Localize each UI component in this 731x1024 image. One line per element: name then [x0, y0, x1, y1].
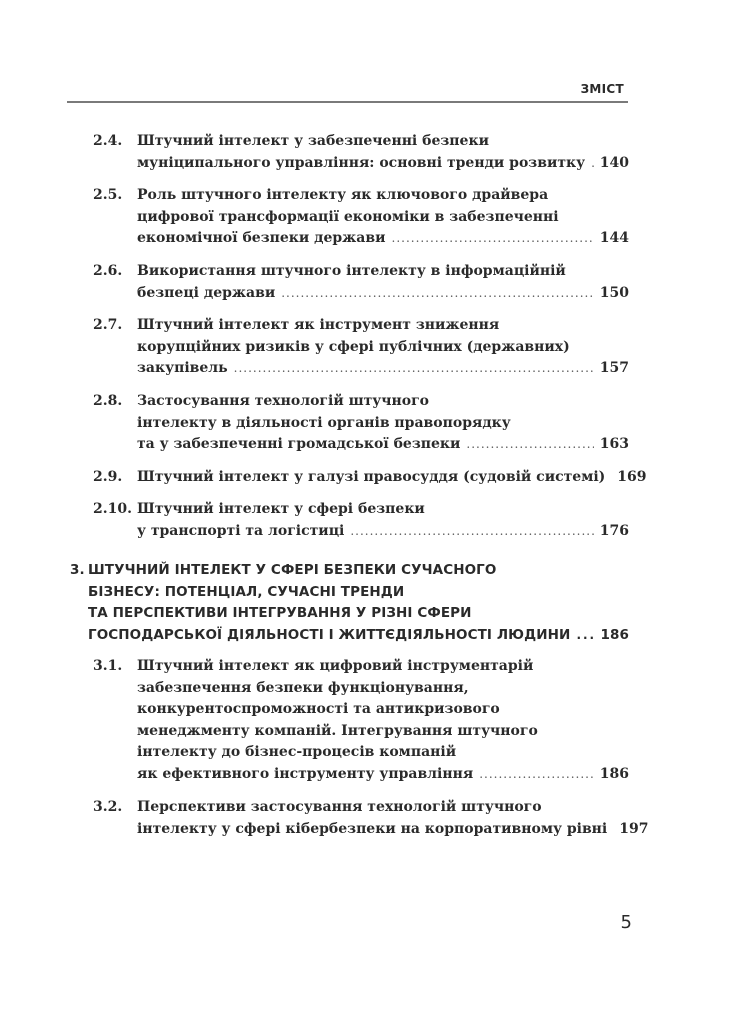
entry-last-line [137, 283, 629, 305]
entry-title-line: закупівель [137, 360, 228, 376]
entry-last-line [137, 153, 629, 175]
entry-page-number: 197 [619, 820, 649, 837]
entry-title-line: муніципального управління: основні тренди розвитку [137, 154, 586, 171]
entry-number: 3. [70, 562, 85, 578]
entry-title-line: конкурентоспроможності та антикризового [137, 701, 500, 717]
entry-page-number: 186 [600, 626, 629, 643]
entry-page-number: 150 [599, 284, 629, 301]
entry-number: 2.10. [93, 501, 132, 517]
entry-page-number: 169 [617, 469, 647, 485]
entry-title-line: Штучний інтелект як інструмент зниження [137, 317, 500, 333]
entry-title-line: БІЗНЕСУ: ПОТЕНЦІАЛ, СУЧАСНІ ТРЕНДИ [88, 583, 405, 600]
entry-title-line: Штучний інтелект у забезпеченні безпеки [137, 133, 489, 149]
dot-leader [466, 434, 593, 456]
entry-last-line [137, 358, 629, 380]
entry-title-line: та у забезпеченні громадської безпеки [137, 436, 461, 452]
entry-last-line [88, 625, 629, 647]
entry-title-line: забезпечення безпеки функціонування, [137, 679, 469, 696]
entry-title-line: Роль штучного інтелекту як ключового драйвера [137, 187, 549, 203]
entry-title-line: як ефективного інструменту управління [137, 765, 474, 782]
entry-last-line [137, 228, 629, 250]
entry-page-number: 186 [599, 765, 629, 782]
entry-number: 3.1. [93, 658, 123, 674]
entry-last-line [137, 467, 647, 489]
entry-page-number: 176 [599, 522, 629, 539]
page-number: 5 [620, 912, 632, 933]
entry-number: 2.7. [93, 317, 123, 333]
entry-title-line: Штучний інтелект як цифровий інструментарій [137, 658, 534, 674]
entry-title-line: ГОСПОДАРСЬКОЇ ДІЯЛЬНОСТІ І ЖИТТЄДІЯЛЬНОСТІ ЛЮДИНИ [88, 626, 571, 643]
entry-page-number: 157 [599, 360, 629, 376]
entry-title-line: інтелекту до бізнес-процесів компаній [137, 744, 457, 760]
entry-last-line [137, 819, 649, 841]
entry-number: 2.8. [93, 393, 123, 409]
entry-title-line: Застосування технологій штучного [137, 393, 430, 409]
entry-title-line: Штучний інтелект у галузі правосуддя (судовій системі) [137, 469, 606, 485]
dot-leader [576, 625, 594, 647]
entry-title-line: безпеці держави [137, 284, 276, 301]
entry-number: 2.4. [93, 133, 123, 149]
entry-number: 2.9. [93, 469, 123, 485]
entry-number: 2.6. [93, 263, 123, 279]
entry-title-line: у транспорті та логістиці [137, 522, 345, 539]
running-head: ЗМІСТ [580, 82, 624, 96]
dot-leader [392, 228, 594, 250]
dot-leader [234, 358, 594, 380]
dot-leader [281, 283, 594, 305]
entry-last-line [137, 521, 629, 543]
entry-title-line: інтелекту у сфері кібербезпеки на корпоративному рівні [137, 820, 608, 837]
entry-title-line: Штучний інтелект у сфері безпеки [137, 501, 425, 517]
entry-title-line: менеджменту компаній. Інтегрування штучного [137, 722, 538, 739]
entry-number: 3.2. [93, 799, 123, 815]
entry-last-line [137, 434, 629, 456]
entry-page-number: 163 [599, 436, 629, 452]
entry-page-number: 144 [599, 230, 629, 246]
entry-title-line: цифрової трансформації економіки в забезпеченні [137, 208, 559, 225]
dot-leader [350, 521, 593, 543]
dot-leader [591, 153, 594, 175]
entry-page-number: 140 [599, 154, 629, 171]
entry-title-line: інтелекту в діяльності органів правопорядку [137, 414, 511, 431]
dot-leader [479, 764, 594, 786]
entry-title-line: Використання штучного інтелекту в інформаційній [137, 263, 566, 279]
header-rule [67, 101, 628, 103]
entry-title-line: корупційних ризиків у сфері публічних (державних) [137, 338, 570, 355]
entry-last-line [137, 764, 629, 786]
entry-title-line: Перспективи застосування технологій штучного [137, 799, 542, 815]
entry-title-line: економічної безпеки держави [137, 230, 386, 246]
entry-number: 2.5. [93, 187, 123, 203]
entry-title-line: ШТУЧНИЙ ІНТЕЛЕКТ У СФЕРІ БЕЗПЕКИ СУЧАСНОГО [88, 562, 497, 578]
entry-title-line: ТА ПЕРСПЕКТИВИ ІНТЕГРУВАННЯ У РІЗНІ СФЕРИ [88, 605, 472, 621]
